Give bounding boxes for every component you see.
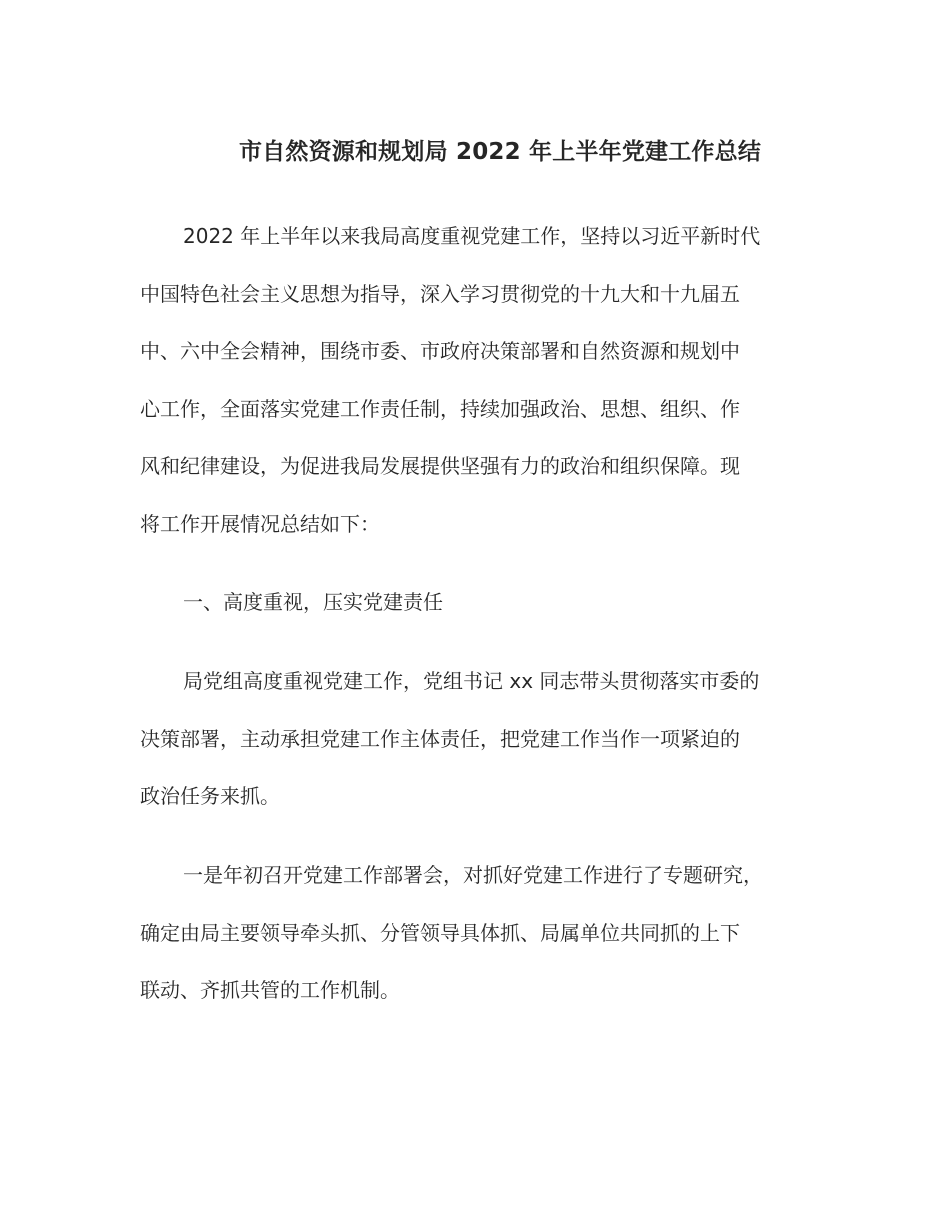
paragraph-line: 风和纪律建设，为促进我局发展提供坚强有力的政治和组织保障。现 <box>140 454 740 478</box>
section-heading-text: 一、高度重视，压实党建责任 <box>183 590 443 614</box>
paragraph-line: 将工作开展情况总结如下： <box>140 511 380 536</box>
paragraph-line: 政治任务来抓。 <box>140 784 280 808</box>
intro-paragraph <box>140 208 820 553</box>
body-paragraph <box>140 653 820 826</box>
paragraph-line: 心工作，全面落实党建工作责任制，持续加强政治、思想、组织、作 <box>140 396 740 421</box>
paragraph-line: 中国特色社会主义思想为指导，深入学习贯彻党的十九大和十九届五 <box>140 281 740 306</box>
paragraph-line: 联动、齐抓共管的工作机制。 <box>140 978 400 1002</box>
paragraph-line: 确定由局主要领导牵头抓、分管领导具体抓、局属单位共同抓的上下 <box>140 920 740 945</box>
paragraph-line: 局党组高度重视党建工作，党组书记 xx 同志带头贯彻落实市委的 <box>183 669 760 693</box>
paragraph-line: 决策部署，主动承担党建工作主体责任，把党建工作当作一项紧迫的 <box>140 726 740 751</box>
body-paragraph <box>140 847 820 1020</box>
paragraph-line: 中、六中全会精神，围绕市委、市政府决策部署和自然资源和规划中 <box>140 339 740 363</box>
paragraph-line: 2022 年上半年以来我局高度重视党建工作，坚持以习近平新时代 <box>183 224 761 248</box>
paragraph-line: 一是年初召开党建工作部署会，对抓好党建工作进行了专题研究， <box>183 863 763 887</box>
section-heading <box>140 574 820 632</box>
document-title: 市自然资源和规划局 2022 年上半年党建工作总结 <box>238 139 762 165</box>
